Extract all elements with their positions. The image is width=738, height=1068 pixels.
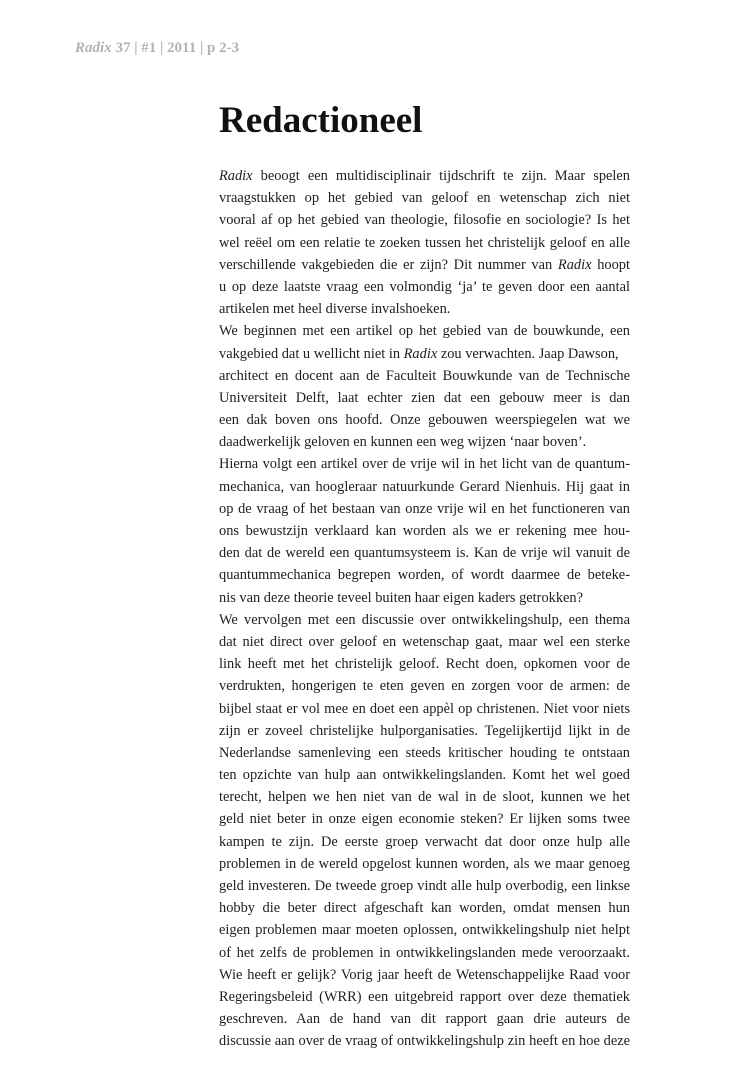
text-segment: wel reëel om een relatie te zoeken tussen het christelijk geloof en alle — [219, 234, 630, 251]
italic-text: Radix — [219, 168, 253, 184]
text-line — [219, 187, 630, 209]
text-line — [219, 875, 630, 897]
text-line — [219, 431, 630, 453]
text-line — [219, 254, 630, 276]
text-segment: verdrukten, hongerigen te eten geven en zorgen voor de armen: de — [219, 678, 630, 695]
text-segment: Wie heeft er gelijk? Vorig jaar heeft de Wetenschappelijke Raad voor — [219, 966, 630, 983]
italic-text: Radix — [403, 345, 438, 362]
text-line — [219, 1008, 630, 1030]
text-line — [219, 476, 630, 498]
text-segment: nis van deze theorie teveel buiten haar eigen kaders getrokken? — [219, 589, 583, 606]
text-line — [219, 698, 630, 720]
text-segment: eigen problemen maar moeten oplossen, ontwikkelingshulp niet helpt — [219, 922, 630, 939]
text-segment: bijbel staat er vol mee en doet een appèl op christenen. Niet voor niets — [219, 700, 630, 717]
text-line — [219, 609, 630, 631]
text-segment: zou verwachten. Jaap Dawson, — [437, 345, 619, 362]
text-line — [219, 453, 630, 475]
text-segment: zijn er zoveel christelijke hulporganisaties. Tegelijkertijd lijkt in de — [219, 722, 630, 739]
text-line — [219, 298, 630, 320]
text-segment: Regeringsbeleid (WRR) een uitgebreid rapport over deze thematiek — [219, 988, 630, 1005]
text-line — [219, 631, 630, 653]
text-segment: architect en docent aan de Faculteit Bouwkunde van de Technische — [219, 367, 630, 384]
text-segment: u op deze laatste vraag een volmondig ‘ja’ te geven door een aantal — [219, 278, 630, 295]
text-segment: Nederlandse samenleving een steeds kritischer houding te ontstaan — [219, 744, 630, 761]
text-segment: Hierna volgt een artikel over de vrije wil in het licht van de quantum- — [219, 456, 630, 473]
text-line — [219, 542, 630, 564]
text-line — [219, 209, 630, 231]
issue-info: 37 | #1 | 2011 | p 2-3 — [111, 40, 240, 56]
text-segment: Universiteit Delft, laat echter zien dat een gebouw meer is dan — [219, 389, 630, 406]
text-line — [219, 942, 630, 964]
text-segment: geschreven. Aan de hand van dit rapport gaan drie auteurs de — [219, 1011, 630, 1028]
text-segment: dat niet direct over geloof en wetenschap gaat, maar wel een sterke — [219, 633, 630, 650]
text-segment: artikelen met heel diverse invalshoeken. — [219, 301, 451, 318]
text-segment: vraagstukken op het gebied van geloof en wetenschap zich niet — [219, 190, 630, 207]
text-line — [219, 742, 630, 764]
text-line — [219, 409, 630, 431]
text-line — [219, 165, 630, 187]
text-segment: hobby die beter direct afgeschaft kan worden, omdat mensen hun — [219, 900, 630, 917]
text-segment: ten opzichte van hulp aan ontwikkelingslanden. Komt het wel goed — [219, 767, 630, 784]
text-line — [219, 276, 630, 298]
text-segment: beoogt een multidisciplinair tijdschrift te zijn. Maar spelen — [252, 168, 630, 184]
running-header — [75, 40, 239, 57]
text-line — [219, 720, 630, 742]
text-line — [219, 1030, 630, 1052]
text-segment: We beginnen met een artikel op het gebied van de bouwkunde, een — [219, 323, 630, 340]
text-line — [219, 343, 630, 365]
text-segment: daadwerkelijk geloven en kunnen een weg wijzen ‘naar boven’. — [219, 434, 587, 451]
magazine-name: Radix — [75, 40, 112, 56]
text-segment: kampen te zijn. De eerste groep verwacht dat door onze hulp alle — [219, 833, 630, 850]
text-line — [219, 564, 630, 586]
text-line — [219, 653, 630, 675]
article-body — [219, 165, 630, 1053]
text-line — [219, 764, 630, 786]
text-segment: hoopt — [591, 256, 630, 273]
text-line — [219, 587, 630, 609]
text-line — [219, 919, 630, 941]
text-segment: quantummechanica begrepen worden, of wordt daarmee de beteke- — [219, 567, 630, 584]
text-segment: geld niet beter in onze eigen economie steken? Er lijken soms twee — [219, 811, 630, 828]
text-segment: problemen in de wereld opgelost kunnen worden, als we maar genoeg — [219, 855, 630, 872]
text-line — [219, 986, 630, 1008]
text-segment: een dak boven ons hoofd. Onze gebouwen weerspiegelen wat we — [219, 412, 630, 429]
text-segment: op de vraag of het bestaan van onze vrije wil en het functioneren van — [219, 500, 630, 517]
text-segment: of het zelfs de problemen in ontwikkelingslanden mede veroorzaakt. — [219, 944, 630, 961]
text-segment: discussie aan over de vraag of ontwikkelingshulp zin heeft en hoe deze — [219, 1033, 630, 1050]
text-line — [219, 387, 630, 409]
text-line — [219, 675, 630, 697]
text-line — [219, 498, 630, 520]
italic-text: Radix — [557, 256, 592, 273]
text-segment: den dat de wereld een quantumsysteem is. Kan de vrije wil vanuit de — [219, 545, 630, 562]
text-segment: mechanica, van hoogleraar natuurkunde Gerard Nienhuis. Hij gaat in — [219, 478, 630, 495]
text-line — [219, 897, 630, 919]
page-title: Redactioneel — [219, 100, 423, 141]
text-segment: vakgebied dat u wellicht niet in — [219, 345, 404, 362]
text-segment: geld investeren. De tweede groep vindt alle hulp overbodig, een linkse — [219, 878, 630, 894]
text-segment: link heeft met het christelijk geloof. Recht doen, opkomen voor de — [219, 656, 630, 673]
text-line — [219, 964, 630, 986]
text-line — [219, 831, 630, 853]
text-segment: ons bewustzijn verklaard kan worden als we er rekening mee hou- — [219, 523, 630, 539]
text-line — [219, 320, 630, 342]
text-segment: vooral af op het gebied van theologie, filosofie en sociologie? Is het — [219, 212, 630, 229]
text-segment: terecht, helpen we hen niet van de wal in de sloot, kunnen we het — [219, 789, 630, 806]
text-line — [219, 786, 630, 808]
text-line — [219, 853, 630, 875]
text-line — [219, 808, 630, 830]
text-line — [219, 232, 630, 254]
text-segment: verschillende vakgebieden die er zijn? Dit nummer van — [219, 256, 558, 273]
text-line — [219, 520, 630, 542]
text-segment: We vervolgen met een discussie over ontwikkelingshulp, een thema — [219, 611, 630, 628]
text-line — [219, 365, 630, 387]
